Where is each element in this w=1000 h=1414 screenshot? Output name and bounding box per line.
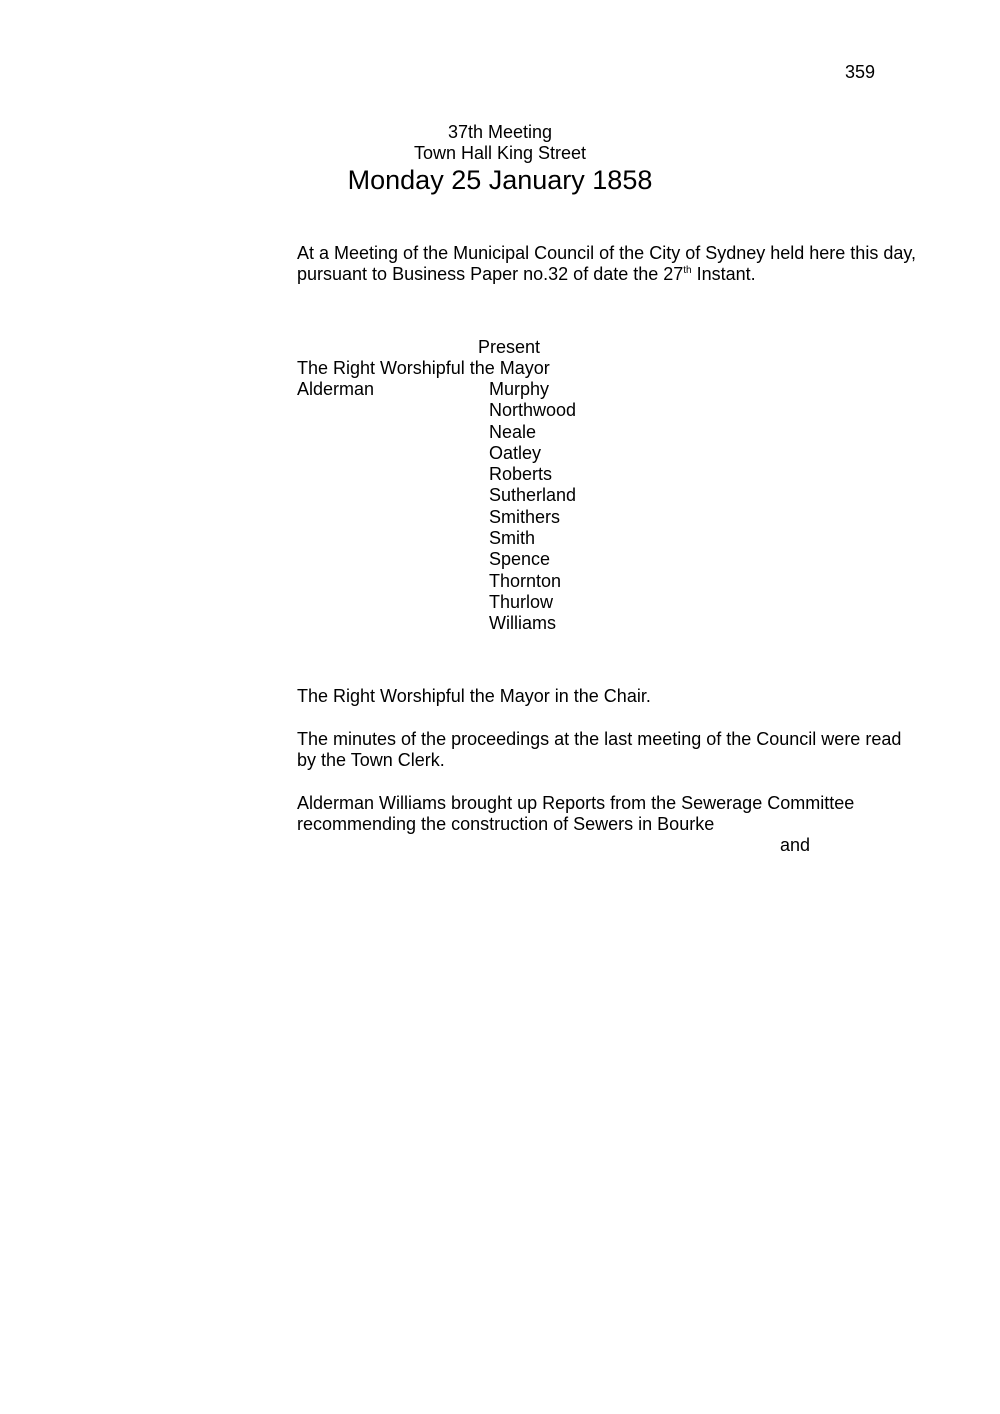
alderman-name: Murphy	[489, 379, 550, 399]
alderman-name: Roberts	[489, 464, 553, 485]
intro-text-before: At a Meeting of the Municipal Council of the City of Sydney held here this day, pursuant to Business Paper no.32 of date the 27	[297, 243, 917, 284]
alderman-name: Neale	[489, 421, 537, 442]
alderman-name: Williams	[489, 613, 556, 634]
alderman-label: Alderman	[297, 379, 375, 399]
alderman-name: Smithers	[489, 506, 561, 527]
intro-text-after: Instant.	[691, 264, 756, 284]
minutes-paragraph: The minutes of the proceedings at the last meeting of the Council were read by the Town Clerk.	[297, 729, 902, 770]
alderman-name: Thurlow	[489, 591, 554, 612]
catchword: and	[780, 835, 811, 855]
meeting-date: Monday 25 January 1858	[347, 165, 653, 195]
mayor-line: The Right Worshipful the Mayor	[297, 358, 550, 378]
alderman-name: Thornton	[489, 570, 562, 591]
chair-statement: The Right Worshipful the Mayor in the Chair.	[297, 686, 651, 706]
meeting-number: 37th Meeting	[447, 122, 553, 142]
intro-paragraph	[297, 243, 917, 285]
alderman-name: Spence	[489, 549, 551, 570]
alderman-name: Oatley	[489, 442, 542, 463]
alderman-name: Sutherland	[489, 485, 577, 506]
meeting-venue: Town Hall King Street	[413, 143, 587, 163]
alderman-name: Northwood	[489, 400, 577, 421]
alderman-list	[489, 379, 576, 635]
alderman-name: Smith	[489, 528, 536, 549]
page-number: 359	[845, 62, 876, 82]
intro-superscript: th	[683, 265, 692, 276]
present-heading: Present	[478, 337, 541, 357]
report-paragraph: Alderman Williams brought up Reports from the Sewerage Committee recommending the construction of Sewers in Bourke	[297, 793, 855, 834]
